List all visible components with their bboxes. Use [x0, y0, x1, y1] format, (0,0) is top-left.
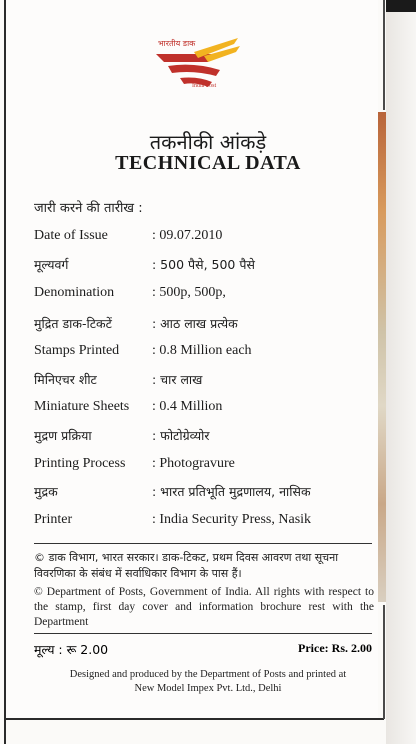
row-printing-process-hindi [34, 427, 374, 447]
row-value: : 500p, 500p, [152, 285, 226, 300]
row-label: मुद्रक [34, 484, 58, 499]
scan-shadow [386, 0, 416, 12]
row-stamps-printed-hindi [34, 315, 374, 335]
row-value: : India Security Press, Nasik [152, 512, 312, 527]
row-label: Printer [34, 512, 73, 527]
title-english: TECHNICAL DATA [115, 152, 301, 174]
issue-date-hindi-label: जारी करने की तारीख : [34, 201, 143, 216]
page-border-right-lower [383, 605, 385, 719]
price-hindi: मूल्य : रू 2.00 [34, 642, 109, 657]
row-printing-process [34, 456, 374, 476]
row-label: मुद्रित डाक-टिकटें [34, 316, 112, 331]
row-miniature-sheets [34, 399, 374, 419]
copyright-hindi-line1: © डाक विभाग, भारत सरकार। डाक-टिकट, प्रथम दिवस आवरण तथा सूचना [34, 551, 339, 564]
row-printer [34, 512, 374, 532]
row-printer-hindi [34, 483, 374, 503]
row-value: : 0.8 Million each [152, 343, 252, 358]
row-label: मिनिएचर शीट [34, 372, 97, 387]
logo-english-text: India Post [192, 83, 217, 89]
row-label: Date of Issue [34, 228, 108, 243]
price-english: Price: Rs. 2.00 [298, 641, 372, 655]
credit-line1: Designed and produced by the Department of Posts and printed at [69, 669, 347, 680]
row-miniature-sheet-hindi [34, 371, 374, 391]
row-value: : चार लाख [152, 372, 203, 387]
credit-line2: New Model Impex Pvt. Ltd., Delhi [134, 683, 282, 694]
page-border-left [4, 0, 6, 744]
logo-hindi-text: भारतीय डाक [158, 39, 196, 48]
page-border-right [383, 0, 385, 110]
row-stamps-printed [34, 343, 374, 363]
row-date-of-issue [34, 228, 374, 248]
row-label: Denomination [34, 285, 115, 300]
row-denomination-hindi [34, 256, 374, 276]
copyright-english: © Department of Posts, Government of India. All rights with respect to the stamp, first day cover and information brochure rest with the Department [34, 586, 374, 628]
row-label: मुद्रण प्रक्रिया [34, 428, 92, 443]
row-value: : फोटोग्रेव्योर [152, 428, 210, 443]
row-value: : Photogravure [152, 456, 235, 471]
row-value: : भारत प्रतिभूति मुद्रणालय, नासिक [152, 484, 311, 499]
row-label: Miniature Sheets [34, 399, 130, 414]
cover-edge-strip [378, 112, 386, 602]
row-value: : 09.07.2010 [152, 228, 223, 243]
scan-background [386, 12, 416, 744]
row-denomination [34, 285, 374, 305]
divider-lower [34, 633, 372, 634]
row-value: : 0.4 Million [152, 399, 223, 414]
row-value: : आठ लाख प्रत्येक [152, 316, 238, 331]
title-hindi: तकनीकी आंकड़े [149, 130, 267, 154]
row-label: Printing Process [34, 456, 126, 471]
row-label: मूल्यवर्ग [34, 257, 69, 272]
divider [34, 543, 372, 544]
row-value: : 500 पैसे, 500 पैसे [152, 257, 255, 272]
page-border-bottom [4, 718, 384, 720]
copyright-hindi-line2: विवरणिका के संबंध में सर्वाधिकार विभाग के पास हैं। [34, 567, 242, 580]
row-label: Stamps Printed [34, 343, 120, 358]
price-row [34, 641, 372, 659]
